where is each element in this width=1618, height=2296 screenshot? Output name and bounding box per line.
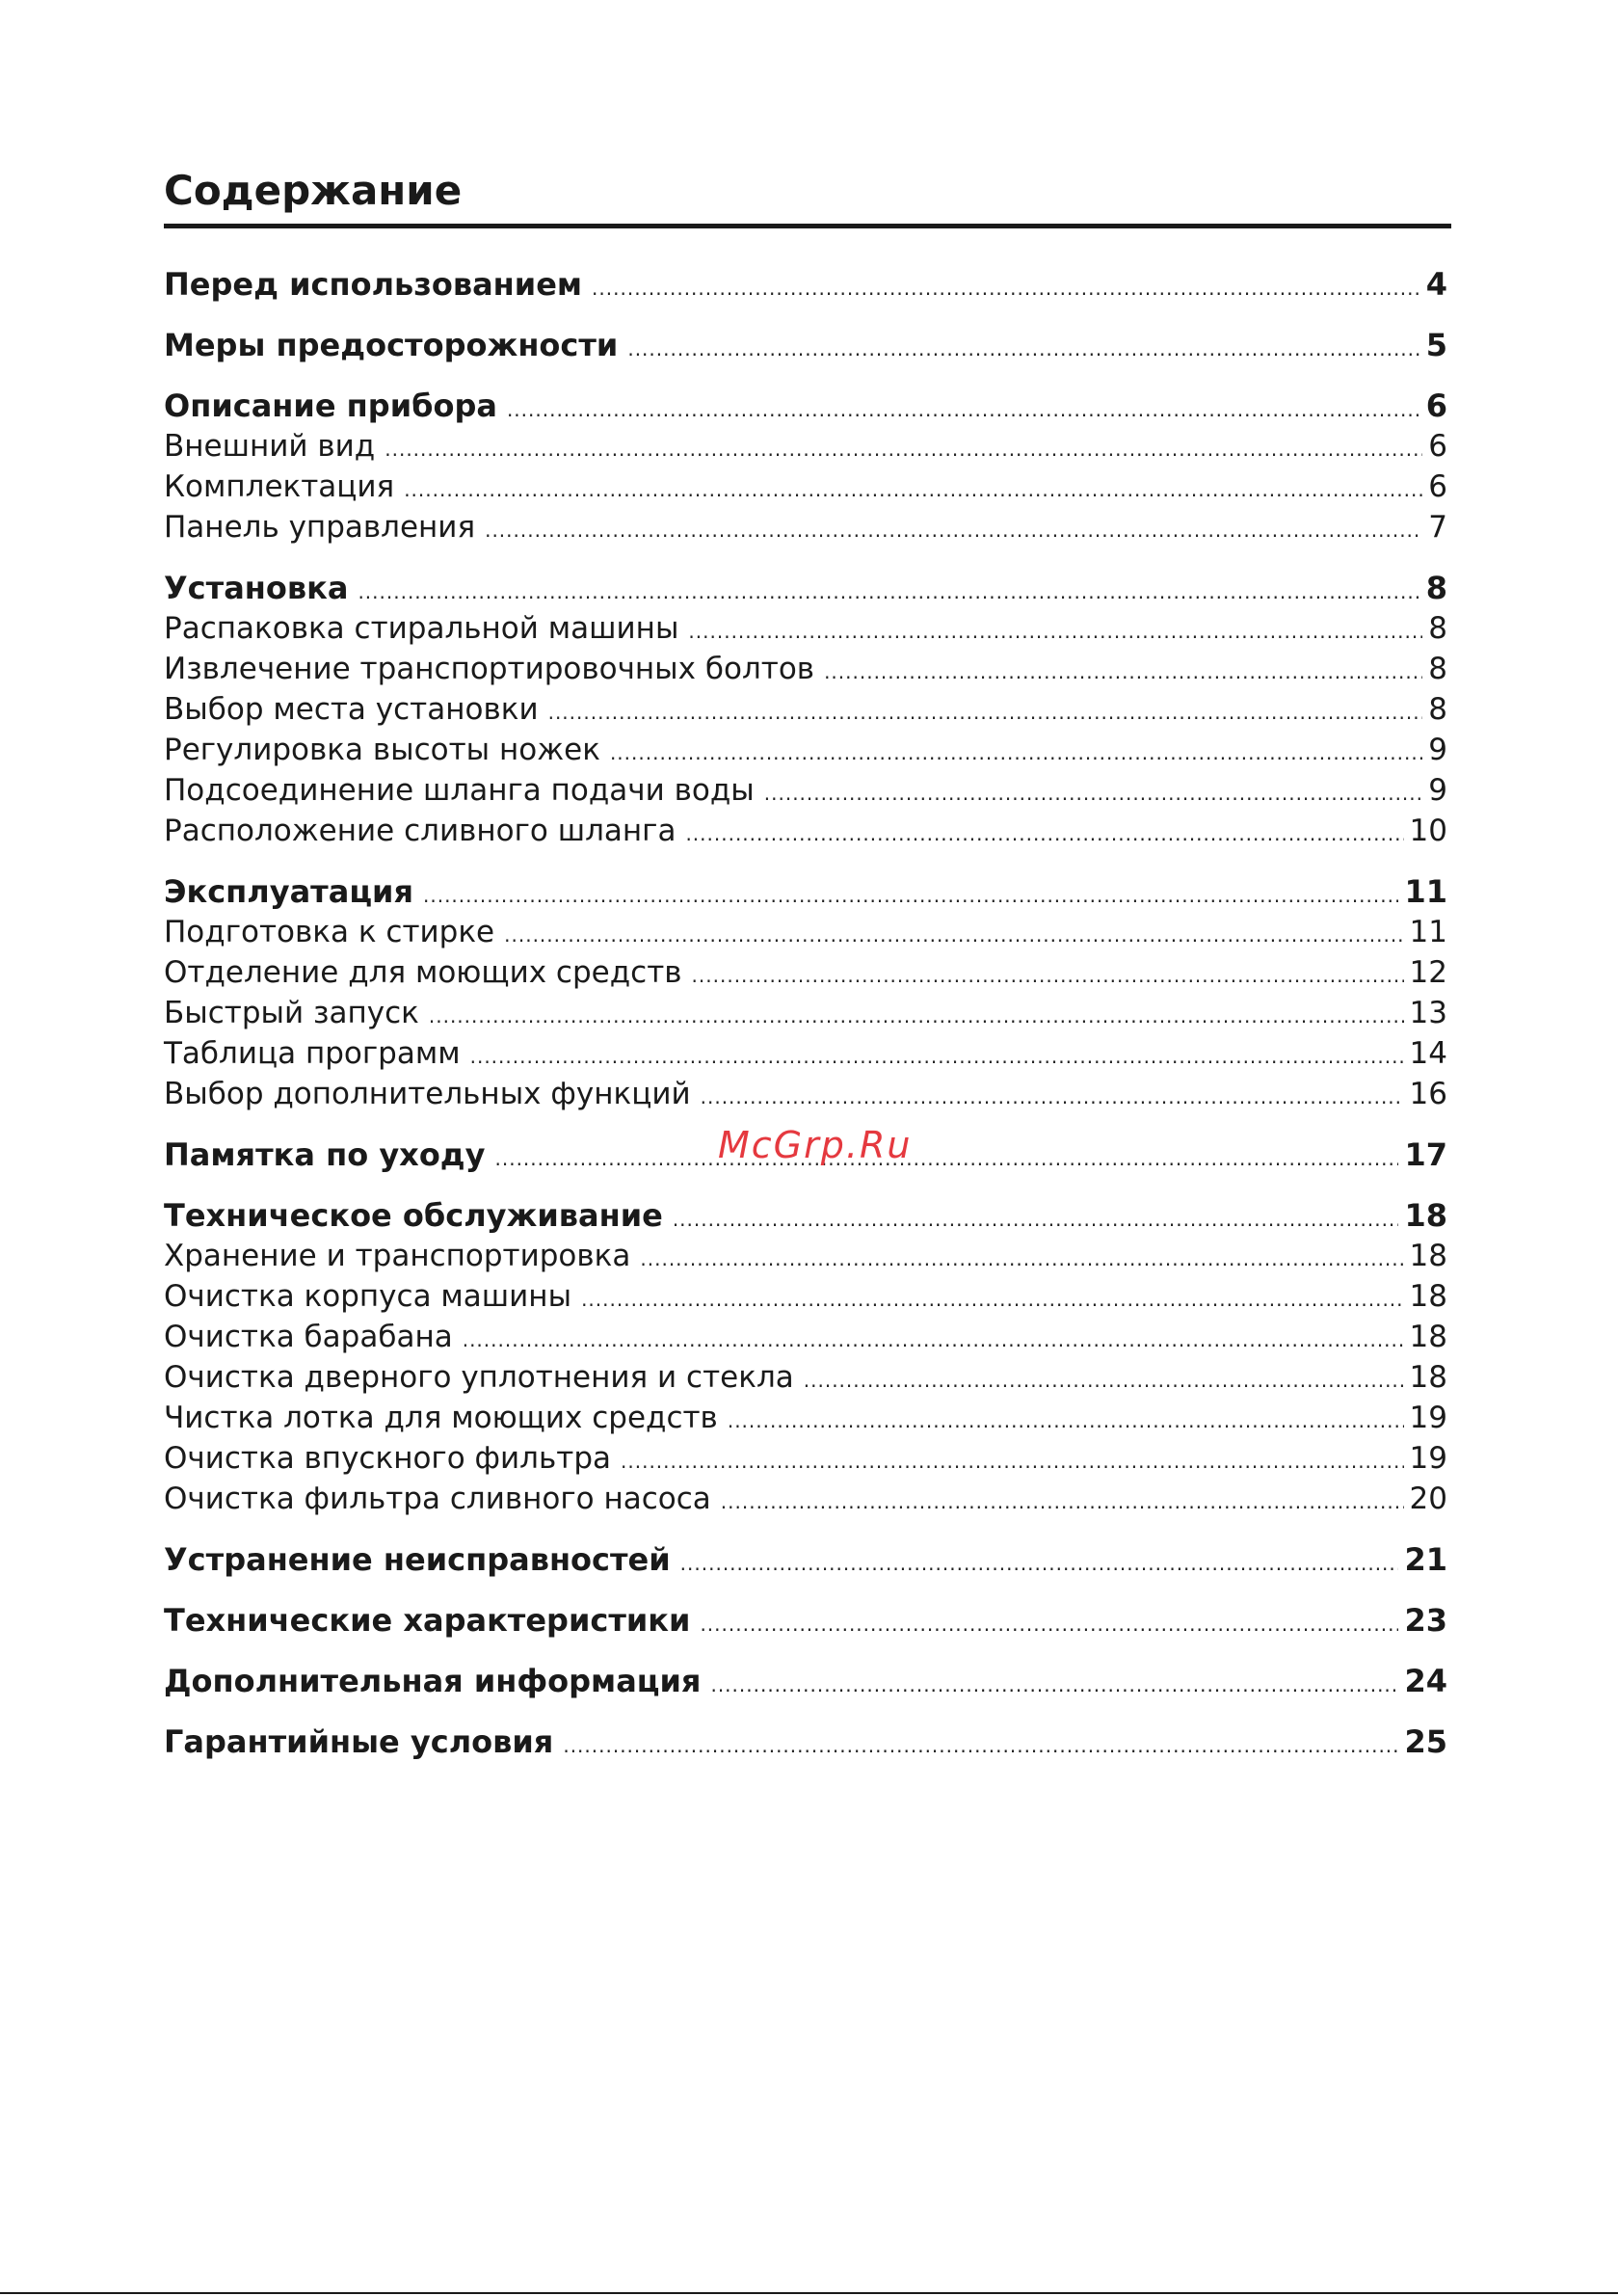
dot-leader xyxy=(581,1279,1403,1320)
toc-section-entry[interactable] xyxy=(164,264,1447,305)
toc-subsection-entry[interactable] xyxy=(164,1033,1447,1074)
toc-page-number: 9 xyxy=(1428,773,1447,808)
toc-subsection-entry[interactable] xyxy=(164,689,1447,730)
toc-section-entry[interactable] xyxy=(164,871,1447,912)
toc-entry-label: Эксплуатация xyxy=(164,873,413,910)
toc-entry-label: Технические характеристики xyxy=(164,1602,691,1639)
toc-page-number: 6 xyxy=(1425,387,1447,424)
toc-entry-label: Выбор дополнительных функций xyxy=(164,1077,691,1111)
toc-section-entry[interactable] xyxy=(164,1722,1447,1762)
toc-subsection-entry[interactable] xyxy=(164,1317,1447,1357)
toc-entry-label: Очистка фильтра сливного насоса xyxy=(164,1482,711,1516)
toc-entry-label: Устранение неисправностей xyxy=(164,1541,671,1578)
dot-leader xyxy=(358,572,1419,612)
toc-entry-label: Чистка лотка для моющих средств xyxy=(164,1401,718,1435)
toc-page-number: 17 xyxy=(1404,1136,1447,1173)
watermark-text: McGrp.Ru xyxy=(718,1124,913,1166)
toc-subsection-entry[interactable] xyxy=(164,912,1447,952)
toc-subsection-entry[interactable] xyxy=(164,426,1447,467)
dot-leader xyxy=(548,692,1423,733)
toc-subsection-entry[interactable] xyxy=(164,649,1447,689)
toc-page-number: 20 xyxy=(1409,1482,1447,1516)
toc-entry-label: Перед использованием xyxy=(164,266,583,303)
toc-page-number: 7 xyxy=(1428,510,1447,545)
toc-page-number: 19 xyxy=(1409,1441,1447,1476)
toc-subsection-entry[interactable] xyxy=(164,1438,1447,1479)
toc-entry-label: Очистка корпуса машины xyxy=(164,1279,572,1314)
dot-leader xyxy=(627,329,1419,369)
toc-page-number: 23 xyxy=(1404,1602,1447,1639)
dot-leader xyxy=(423,875,1398,916)
toc-entry-label: Гарантийные условия xyxy=(164,1723,554,1760)
toc-entry-label: Внешний вид xyxy=(164,429,376,464)
toc-entry-label: Очистка дверного уплотнения и стекла xyxy=(164,1360,794,1395)
dot-leader xyxy=(673,1199,1399,1240)
toc-entry-label: Хранение и транспортировка xyxy=(164,1239,631,1273)
toc-subsection-entry[interactable] xyxy=(164,608,1447,649)
toc-subsection-entry[interactable] xyxy=(164,811,1447,851)
dot-leader xyxy=(404,469,1422,510)
toc-entry-label: Очистка барабана xyxy=(164,1320,453,1354)
toc-page-number: 19 xyxy=(1409,1401,1447,1435)
dot-leader xyxy=(470,1036,1404,1077)
toc-section-entry[interactable] xyxy=(164,1539,1447,1580)
dot-leader xyxy=(621,1441,1404,1482)
bottom-divider xyxy=(0,2292,1618,2294)
toc-page-number: 6 xyxy=(1428,469,1447,504)
toc-page-number: 8 xyxy=(1428,652,1447,686)
toc-entry-label: Выбор места установки xyxy=(164,692,539,727)
toc-subsection-entry[interactable] xyxy=(164,730,1447,770)
toc-page-number: 10 xyxy=(1409,814,1447,848)
dot-leader xyxy=(721,1482,1404,1522)
toc-subsection-entry[interactable] xyxy=(164,993,1447,1033)
toc-page-number: 11 xyxy=(1409,915,1447,949)
toc-subsection-entry[interactable] xyxy=(164,507,1447,547)
dot-leader xyxy=(610,733,1422,773)
dot-leader xyxy=(824,652,1422,692)
dot-leader xyxy=(728,1401,1404,1441)
dot-leader xyxy=(680,1543,1399,1584)
toc-entry-label: Регулировка высоты ножек xyxy=(164,733,600,767)
toc-section-entry[interactable] xyxy=(164,1600,1447,1641)
toc-page-number: 16 xyxy=(1409,1077,1447,1111)
toc-page-number: 12 xyxy=(1409,955,1447,990)
toc-page-number: 5 xyxy=(1425,327,1447,363)
toc-page-number: 21 xyxy=(1404,1541,1447,1578)
dot-leader xyxy=(385,429,1422,469)
dot-leader xyxy=(485,510,1422,550)
toc-entry-label: Расположение сливного шланга xyxy=(164,814,676,848)
dot-leader xyxy=(700,1604,1398,1644)
toc-entry-label: Таблица программ xyxy=(164,1036,461,1071)
toc-entry-label: Панель управления xyxy=(164,510,476,545)
toc-page-number: 6 xyxy=(1428,429,1447,464)
dot-leader xyxy=(764,773,1423,814)
toc-subsection-entry[interactable] xyxy=(164,1276,1447,1317)
toc-page-number: 18 xyxy=(1404,1197,1447,1234)
toc-page-number: 9 xyxy=(1428,733,1447,767)
toc-page-number: 13 xyxy=(1409,996,1447,1030)
toc-entry-label: Памятка по уходу xyxy=(164,1136,486,1173)
toc-subsection-entry[interactable] xyxy=(164,1479,1447,1519)
toc-entry-label: Комплектация xyxy=(164,469,395,504)
toc-section-entry[interactable] xyxy=(164,1195,1447,1236)
dot-leader xyxy=(804,1360,1404,1401)
toc-section-entry[interactable] xyxy=(164,568,1447,608)
dot-leader xyxy=(429,996,1404,1036)
toc-page-number: 4 xyxy=(1425,266,1447,303)
dot-leader xyxy=(563,1725,1398,1766)
toc-entry-label: Установка xyxy=(164,570,349,606)
dot-leader xyxy=(507,389,1420,430)
page-title: Содержание xyxy=(164,167,463,214)
toc-entry-label: Извлечение транспортировочных болтов xyxy=(164,652,815,686)
toc-subsection-entry[interactable] xyxy=(164,1357,1447,1398)
toc-entry-label: Дополнительная информация xyxy=(164,1663,702,1699)
toc-entry-label: Распаковка стиральной машины xyxy=(164,611,679,646)
dot-leader xyxy=(640,1239,1403,1279)
toc-entry-label: Подготовка к стирке xyxy=(164,915,495,949)
toc-subsection-entry[interactable] xyxy=(164,1398,1447,1438)
toc-entry-label: Быстрый запуск xyxy=(164,996,419,1030)
toc-page-number: 8 xyxy=(1428,692,1447,727)
toc-entry-label: Описание прибора xyxy=(164,387,497,424)
toc-entry-label: Очистка впускного фильтра xyxy=(164,1441,612,1476)
title-divider xyxy=(164,224,1451,228)
toc-section-entry[interactable] xyxy=(164,1661,1447,1701)
toc-page-number: 8 xyxy=(1428,611,1447,646)
dot-leader xyxy=(701,1077,1404,1117)
toc-page-number: 8 xyxy=(1425,570,1447,606)
toc-page-number: 18 xyxy=(1409,1360,1447,1395)
dot-leader xyxy=(504,915,1403,955)
toc-section-entry[interactable] xyxy=(164,386,1447,426)
toc-page-number: 18 xyxy=(1409,1239,1447,1273)
toc-subsection-entry[interactable] xyxy=(164,1236,1447,1276)
toc-entry-label: Подсоединение шланга подачи воды xyxy=(164,773,755,808)
toc-entry-label: Меры предосторожности xyxy=(164,327,619,363)
dot-leader xyxy=(710,1665,1398,1705)
dot-leader xyxy=(592,268,1420,308)
toc-page-number: 18 xyxy=(1409,1279,1447,1314)
toc-subsection-entry[interactable] xyxy=(164,952,1447,993)
toc-page-number: 24 xyxy=(1404,1663,1447,1699)
toc-entry-label: Отделение для моющих средств xyxy=(164,955,682,990)
dot-leader xyxy=(688,611,1422,652)
dot-leader xyxy=(463,1320,1404,1360)
toc-subsection-entry[interactable] xyxy=(164,770,1447,811)
toc-page-number: 11 xyxy=(1404,873,1447,910)
toc-entry-label: Техническое обслуживание xyxy=(164,1197,663,1234)
toc-subsection-entry[interactable] xyxy=(164,1074,1447,1114)
dot-leader xyxy=(495,1138,1399,1179)
dot-leader xyxy=(692,955,1404,996)
toc-page-number: 14 xyxy=(1409,1036,1447,1071)
dot-leader xyxy=(685,814,1403,854)
toc-section-entry[interactable] xyxy=(164,325,1447,365)
toc-subsection-entry[interactable] xyxy=(164,467,1447,507)
toc-page-number: 25 xyxy=(1404,1723,1447,1760)
table-of-contents xyxy=(164,264,1447,1762)
toc-page-number: 18 xyxy=(1409,1320,1447,1354)
